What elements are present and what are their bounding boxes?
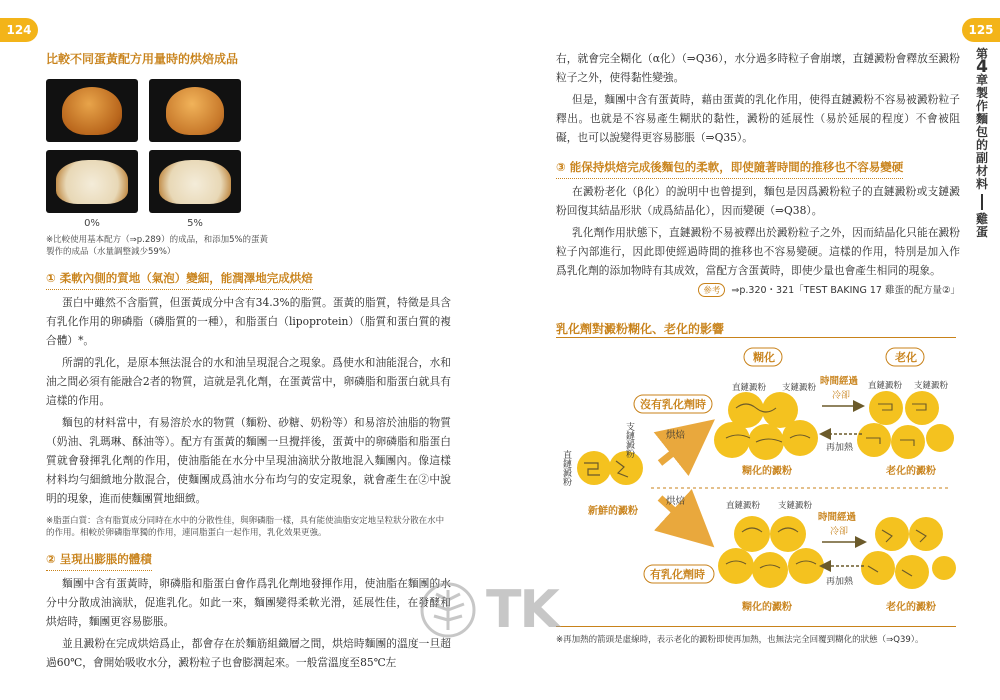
label-amylopectin-top-ret: 支鏈澱粉 (914, 381, 949, 391)
label-gelatinize: 糊化 (753, 351, 775, 364)
label-fresh-starch: 新鮮的澱粉 (588, 506, 638, 517)
paragraph: 右，就會完全糊化（α化）（⇒Q36），水分過多時粒子會崩壞，直鏈澱粉會釋放至澱粉粒子之外，使得黏性變強。 (556, 52, 960, 84)
label-time-top: 時間經過 (820, 376, 859, 387)
paragraph: 但是，麵團中含有蛋黃時，藉由蛋黃的乳化作用，使得直鏈澱粉不容易被澱粉粒子釋出。也就是不容易產生糊狀的黏性，澱粉的延展性（易於延展的程度）不會被阻礙，也可以說變得更容易膨脹（⇒Q35）。 (556, 93, 960, 144)
label-amylopectin-top-gel: 支鏈澱粉 (782, 383, 817, 393)
page-number-left: 124 (0, 18, 38, 42)
label-ret-starch-top: 老化的澱粉 (886, 466, 936, 477)
label-bake-top: 烘焙 (666, 430, 686, 441)
label-cool-bottom: 冷卻 (830, 527, 849, 537)
label-reheat-top: 再加熱 (826, 443, 854, 453)
chapter-title-char: 包 (975, 125, 988, 139)
label-amylopectin-vertical: 支鏈澱粉 (624, 422, 634, 458)
photo-caption: ※比較使用基本配方（⇒p.289）的成品，和添加5%的蛋黃製作的成品（水量調整減少59%） (46, 235, 269, 257)
heading-3: ③ 能保持烘焙完成後麵包的柔軟，即使隨著時間的推移也不容易變硬 (556, 159, 903, 179)
page-number-right: 125 (962, 18, 1000, 42)
reference-line (556, 282, 960, 297)
chapter-title (972, 87, 992, 191)
diagram-title: 乳化劑對澱粉糊化、老化的影響 (556, 322, 725, 336)
paragraph: 在澱粉老化（β化）的說明中也曾提到，麵包是因爲澱粉粒子的直鏈澱粉或支鏈澱粉回復其結晶形狀（成爲結晶化），因而變硬（⇒Q38）。 (556, 185, 960, 217)
label-amylose-bottom-gel: 直鏈澱粉 (726, 501, 761, 511)
diagram-footnote: ※再加熱的箭頭是虛線時，表示老化的澱粉即使再加熱，也無法完全回覆到糊化的狀態（⇒Q39）。 (556, 635, 924, 645)
heading-1: ① 柔軟內側的質地（氣泡）變細，能潤澤地完成烘焙 (46, 270, 313, 290)
chapter-divider (981, 194, 983, 210)
paragraph: 所謂的乳化，是原本無法混合的水和油呈現混合之現象。爲使水和油能混合，水和油之間必須有能融合2者的物質，這就是乳化劑，在蛋黃當中，卵磷脂和脂蛋白就具有這樣的作用。 (46, 356, 451, 407)
bread-photo-5-whole (149, 79, 241, 142)
reference-text: ⇒p.320・321「TEST BAKING 17 雞蛋的配方量②」 (731, 285, 960, 296)
watermark-text: TK (486, 580, 558, 640)
left-page (46, 50, 451, 672)
chapter-title-char: 料 (975, 177, 988, 191)
chapter-subtitle-char: 雞 (975, 212, 988, 226)
label-no-emulsifier: 沒有乳化劑時 (640, 398, 706, 411)
bread-photos (46, 79, 451, 213)
photo-section-title: 比較不同蛋黃配方用量時的烘焙成品 (46, 52, 239, 66)
label-amylopectin-bottom-gel: 支鏈澱粉 (778, 501, 813, 511)
bread-photo-5-cut (149, 150, 241, 213)
chapter-title-char: 副 (975, 151, 988, 165)
starch-diagram (556, 337, 956, 627)
photo-label-5: 5% (187, 218, 203, 229)
right-page (556, 46, 960, 297)
chapter-title-char: 的 (975, 138, 988, 152)
label-amylose-top-ret: 直鏈澱粉 (868, 381, 903, 391)
paragraph: 並且澱粉在完成烘焙爲止，都會存在於麵筋組織層之間，烘焙時麵團的溫度一旦超過60℃，會開始吸收水分，澱粉粒子也會膨潤起來。一般當溫度至85℃左 (46, 637, 451, 669)
label-reheat-bottom: 再加熱 (826, 577, 854, 587)
reference-tag: 參考 (698, 283, 725, 297)
chapter-label-suffix: 章 (975, 73, 988, 87)
chapter-title-char: 作 (975, 99, 988, 113)
chapter-label: 第 (975, 47, 988, 61)
gelatinized-starch-with-emulsifier (718, 516, 824, 588)
paragraph: 蛋白中雖然不含脂質，但蛋黃成分中含有34.3%的脂質。蛋黃的脂質，特徵是具含有乳化作用的卵磷脂（磷脂質的一種），和脂蛋白（lipoprotein）（脂質和蛋白質的複合體）*。 (46, 296, 451, 347)
label-retro: 老化 (895, 351, 917, 364)
label-gel-starch-top: 糊化的澱粉 (742, 466, 792, 477)
label-gel-starch-bottom: 糊化的澱粉 (742, 602, 792, 613)
label-amylose-top-gel: 直鏈澱粉 (732, 383, 767, 393)
chapter-number: 4 (976, 57, 988, 77)
paragraph: 麵包的材料當中，有易溶於水的物質（麵粉、砂糖、奶粉等）和易溶於油脂的物質（奶油、乳瑪琳、酥油等）。配方有蛋黃的麵團一旦攪拌後，蛋黃中的卵磷脂和脂蛋白質就會發揮乳化劑的作用，使油脂能在水分中呈現油滴狀分散地混入麵團內。像這樣材料均勻細緻地分散混合，使麵團成爲油水分布均勻的安定現象，就會產生在②中說明的現象，進而使麵團質地細緻。 (46, 416, 451, 505)
watermark-logo (420, 580, 558, 640)
label-with-emulsifier: 有乳化劑時 (650, 568, 705, 581)
retrograded-starch-no-emulsifier (857, 391, 954, 459)
paragraph: 麵團中含有蛋黃時，卵磷脂和脂蛋白會作爲乳化劑地發揮作用，使油脂在麵團的水分中分散成油滴狀，促進乳化。如此一來，麵團變得柔軟光滑，延展性佳，在發酵和烘焙時，麵團更容易膨脹。 (46, 577, 451, 628)
label-cool-top: 冷卻 (832, 391, 851, 401)
chapter-tab (972, 48, 992, 239)
photo-label-0: 0% (84, 218, 100, 229)
chapter-title-char: 製 (975, 86, 988, 100)
leaf-logo-icon (420, 582, 476, 638)
chapter-subtitle-char: 蛋 (975, 225, 988, 239)
heading-2: ② 呈現出膨脹的體積 (46, 551, 152, 571)
gelatinized-starch-no-emulsifier (714, 392, 818, 460)
chapter-title-char: 麵 (975, 112, 988, 126)
retrograded-starch-with-emulsifier (861, 517, 956, 589)
starch-diagram-svg (556, 338, 956, 628)
bread-photo-0-cut (46, 150, 138, 213)
paragraph: 乳化劑作用狀態下，直鏈澱粉不易被釋出於澱粉粒子之外，因而結晶化只能在澱粉粒子內部進行，因此即使經過時間的推移也不容易變硬。這樣的作用，特別是加入作爲乳化劑的添加物時有其成效，當配方含蛋黃時，即使少量也會產生相同的現象。 (556, 226, 960, 277)
label-bake-bottom: 烘焙 (666, 496, 686, 507)
footnote: ※脂蛋白質：含有脂質成分同時在水中的分散性佳，與卵磷脂一樣，具有能使油脂安定地呈粒狀分散在水中的作用。相較於卵磷脂單獨的作用，連同脂蛋白一起作用，乳化效果更強。 (46, 516, 445, 538)
photo-labels (46, 218, 451, 229)
label-ret-starch-bottom: 老化的澱粉 (886, 602, 936, 613)
bread-photo-0-whole (46, 79, 138, 142)
chapter-subtitle (972, 213, 992, 239)
label-time-bottom: 時間經過 (818, 512, 857, 523)
chapter-title-char: 材 (975, 164, 988, 178)
label-amylose-vertical: 直鏈澱粉 (561, 450, 571, 486)
